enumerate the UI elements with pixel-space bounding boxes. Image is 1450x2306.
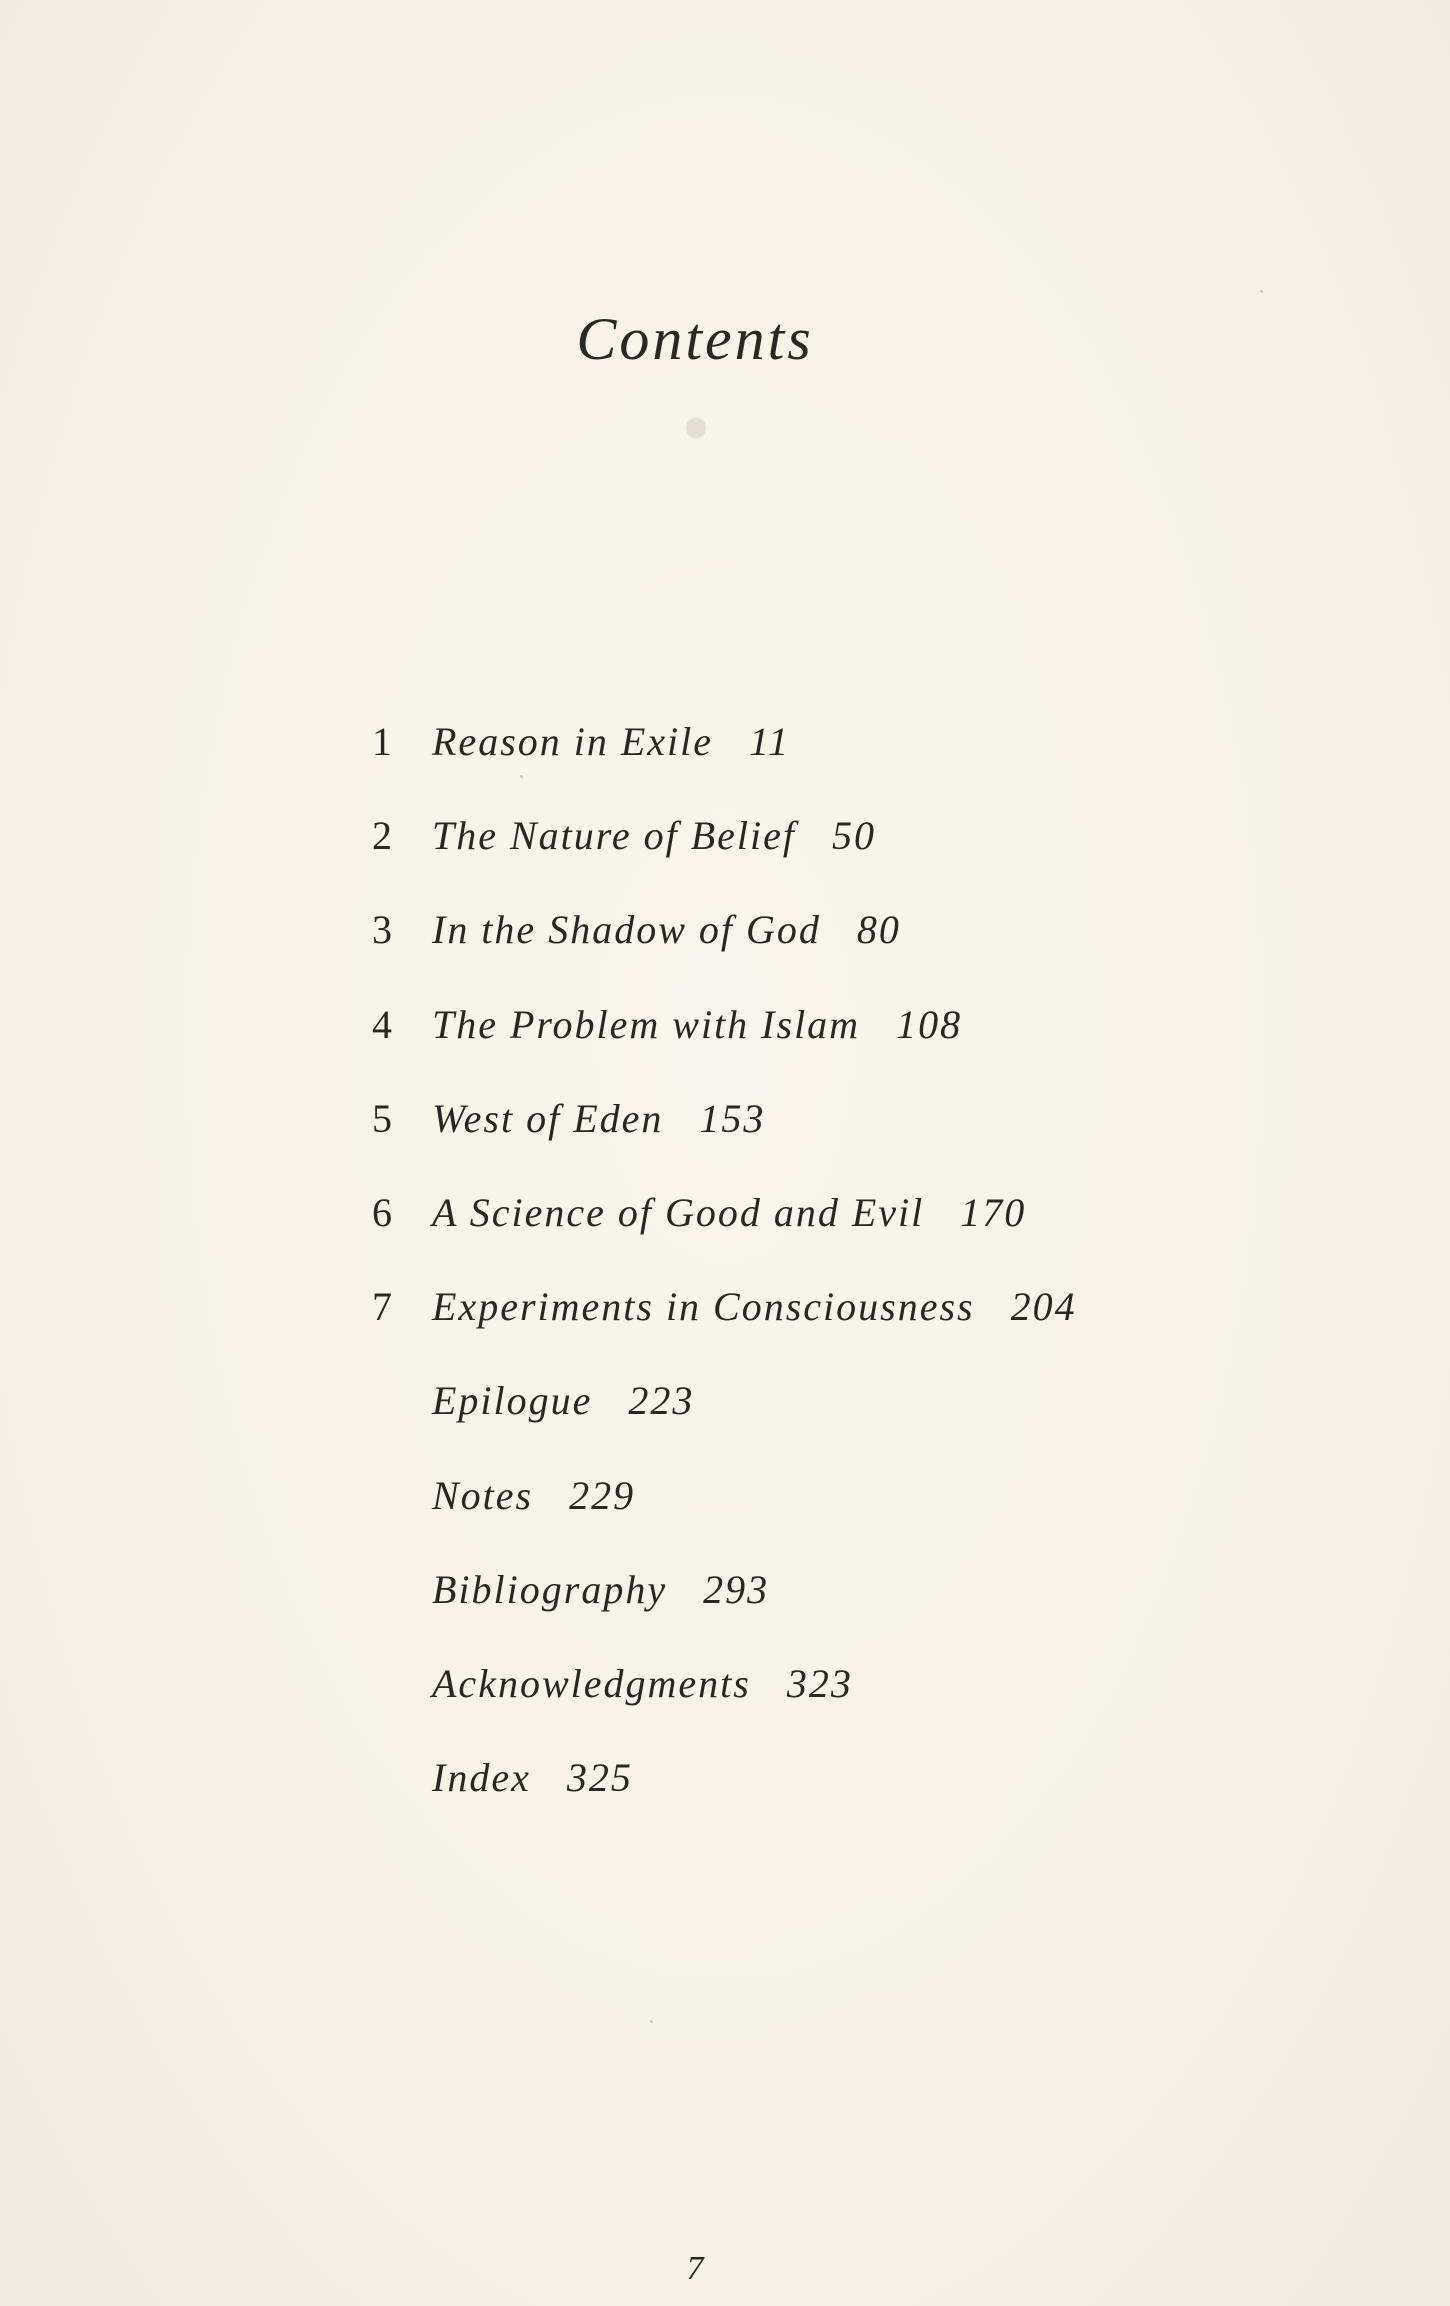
chapter-title: [432, 812, 876, 859]
chapter-title-text: The Nature of Belief: [432, 813, 797, 859]
page-number: 229: [569, 1472, 636, 1518]
toc-entry: [372, 1377, 1272, 1471]
page-title: Contents: [576, 306, 814, 372]
page-number: 50: [832, 813, 877, 859]
page-number: 223: [628, 1378, 695, 1424]
toc-entry: [372, 718, 1272, 812]
section-title: [432, 1754, 633, 1801]
toc-entry: [372, 1754, 1272, 1848]
table-of-contents: [372, 718, 1272, 1848]
paper-speck: [520, 775, 523, 778]
chapter-number: 2: [372, 813, 394, 859]
chapter-title: [432, 1001, 962, 1048]
page-number: 293: [703, 1566, 770, 1612]
chapter-title: [432, 1095, 765, 1142]
toc-entry: [372, 906, 1272, 1000]
section-title-text: Notes: [432, 1472, 534, 1518]
chapter-number: 4: [372, 1001, 394, 1047]
toc-entry: [372, 1095, 1272, 1189]
page-number: 170: [960, 1189, 1027, 1235]
paper-speck: [1260, 290, 1263, 293]
toc-entry: [372, 1472, 1272, 1566]
page-number: 108: [896, 1001, 963, 1047]
chapter-title: [432, 906, 901, 953]
toc-entry: [372, 812, 1272, 906]
chapter-title-text: West of Eden: [432, 1095, 664, 1141]
section-title: [432, 1660, 853, 1707]
chapter-title-text: Reason in Exile: [432, 719, 714, 764]
chapter-title: [432, 1189, 1026, 1236]
chapter-title-text: In the Shadow of God: [432, 907, 821, 953]
toc-entry: [372, 1189, 1272, 1283]
chapter-number: 7: [372, 1284, 394, 1330]
page-folio: 7: [686, 2250, 704, 2287]
section-title-text: Index: [432, 1755, 531, 1801]
toc-entry: [372, 1660, 1272, 1754]
chapter-title-text: A Science of Good and Evil: [432, 1189, 925, 1235]
chapter-title-text: The Problem with Islam: [432, 1001, 861, 1047]
section-title-text: Acknowledgments: [432, 1660, 751, 1706]
section-title: [432, 1566, 769, 1613]
section-title: [432, 1377, 694, 1424]
toc-entry: [372, 1566, 1272, 1660]
page-number: 204: [1010, 1284, 1077, 1330]
page-number: 323: [786, 1660, 853, 1706]
toc-entry: [372, 1283, 1272, 1377]
chapter-title-text: Experiments in Consciousness: [432, 1284, 975, 1330]
chapter-number: 6: [372, 1189, 394, 1235]
page-number: 11: [749, 719, 791, 764]
chapter-title: [432, 1283, 1077, 1330]
section-title-text: Epilogue: [432, 1378, 593, 1424]
page-number: 325: [566, 1755, 633, 1801]
chapter-number: 3: [372, 907, 394, 953]
chapter-number: 1: [372, 719, 394, 764]
chapter-title: [432, 718, 790, 765]
chapter-number: 5: [372, 1095, 394, 1141]
section-title-text: Bibliography: [432, 1566, 668, 1612]
page-number: 80: [856, 907, 901, 953]
section-title: [432, 1472, 635, 1519]
toc-entry: [372, 1001, 1272, 1095]
paper-speck: [650, 2020, 653, 2023]
page-number: 153: [699, 1095, 766, 1141]
ornament-dot: [686, 418, 706, 438]
